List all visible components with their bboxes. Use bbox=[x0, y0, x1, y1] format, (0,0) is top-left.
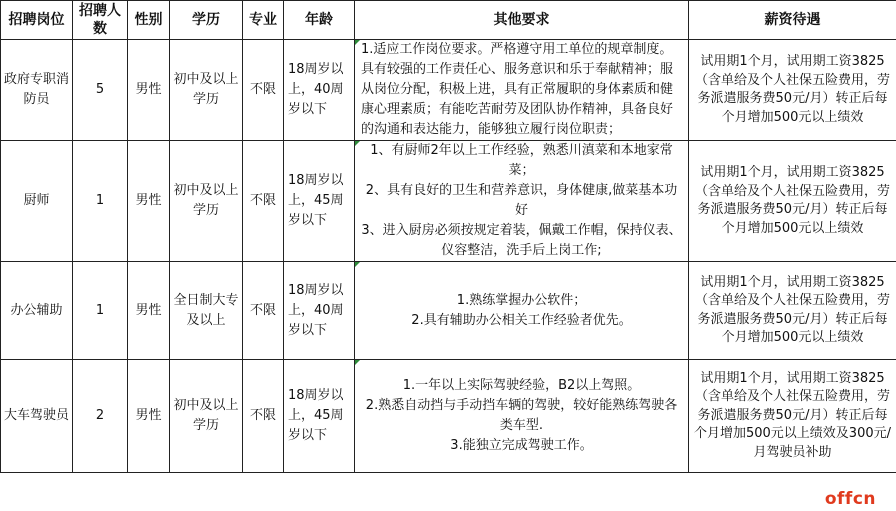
table-row bbox=[1, 262, 896, 360]
cell-salary: 试用期1个月，试用期工资3825（含单给及个人社保五险费用，劳务派遣服务费50元/月）转正后每个月增加500元以上绩效及300元/月驾驶员补助 bbox=[689, 360, 896, 473]
requirement-line: 1.一年以上实际驾驶经验，B2以上驾照。 bbox=[402, 378, 641, 393]
cell-education: 全日制大专及以上 bbox=[170, 262, 243, 360]
cell-age: 18周岁以上，40周岁以下 bbox=[284, 262, 355, 360]
cell-education: 初中及以上学历 bbox=[170, 141, 243, 262]
cell-marker-icon bbox=[355, 262, 360, 267]
header-position: 招聘岗位 bbox=[1, 1, 73, 40]
cell-gender: 男性 bbox=[128, 262, 170, 360]
cell-age: 18周岁以上，45周岁以下 bbox=[284, 360, 355, 473]
cell-salary: 试用期1个月，试用期工资3825（含单给及个人社保五险费用，劳务派遣服务费50元/月）转正后每个月增加500元以上绩效 bbox=[689, 40, 896, 141]
cell-age: 18周岁以上，45周岁以下 bbox=[284, 141, 355, 262]
cell-gender: 男性 bbox=[128, 40, 170, 141]
cell-requirements bbox=[355, 40, 689, 141]
cell-major: 不限 bbox=[243, 262, 284, 360]
cell-education: 初中及以上学历 bbox=[170, 360, 243, 473]
header-age: 年龄 bbox=[284, 1, 355, 40]
cell-gender: 男性 bbox=[128, 360, 170, 473]
header-count: 招聘人数 bbox=[73, 1, 128, 40]
header-row bbox=[1, 1, 896, 40]
requirement-line: 3、进入厨房必须按规定着装，佩戴工作帽，保持仪表、仪容整洁，洗手后上岗工作; bbox=[361, 223, 682, 258]
cell-education: 初中及以上学历 bbox=[170, 40, 243, 141]
table-row bbox=[1, 40, 896, 141]
requirement-line: 2.熟悉自动挡与手动挡车辆的驾驶，较好能熟练驾驶各类车型. bbox=[365, 398, 678, 433]
requirement-line: 2.具有辅助办公相关工作经验者优先。 bbox=[411, 312, 632, 328]
cell-age: 18周岁以上，40周岁以下 bbox=[284, 40, 355, 141]
header-major: 专业 bbox=[243, 1, 284, 40]
cell-major: 不限 bbox=[243, 141, 284, 262]
cell-major: 不限 bbox=[243, 360, 284, 473]
cell-count: 5 bbox=[73, 40, 128, 141]
header-salary: 薪资待遇 bbox=[689, 1, 896, 40]
cell-count: 1 bbox=[73, 262, 128, 360]
requirement-line: 3.能独立完成驾驶工作。 bbox=[450, 438, 593, 453]
cell-marker-icon bbox=[355, 360, 360, 365]
cell-requirements bbox=[355, 141, 689, 262]
requirement-line: 1.熟练掌握办公软件； bbox=[456, 292, 587, 308]
cell-position: 办公辅助 bbox=[1, 262, 73, 360]
requirement-line: 2、具有良好的卫生和营养意识，身体健康,做菜基本功好 bbox=[365, 183, 678, 218]
cell-count: 1 bbox=[73, 141, 128, 262]
cell-requirements bbox=[355, 262, 689, 360]
cell-marker-icon bbox=[355, 141, 360, 146]
cell-salary: 试用期1个月，试用期工资3825（含单给及个人社保五险费用，劳务派遣服务费50元/月）转正后每个月增加500元以上绩效 bbox=[689, 262, 896, 360]
cell-position: 政府专职消防员 bbox=[1, 40, 73, 141]
cell-marker-icon bbox=[355, 40, 360, 45]
cell-salary: 试用期1个月，试用期工资3825（含单给及个人社保五险费用，劳务派遣服务费50元/月）转正后每个月增加500元以上绩效 bbox=[689, 141, 896, 262]
cell-position: 大车驾驶员 bbox=[1, 360, 73, 473]
header-requirements: 其他要求 bbox=[355, 1, 689, 40]
cell-gender: 男性 bbox=[128, 141, 170, 262]
header-gender: 性别 bbox=[128, 1, 170, 40]
table-row bbox=[1, 141, 896, 262]
cell-major: 不限 bbox=[243, 40, 284, 141]
cell-position: 厨师 bbox=[1, 141, 73, 262]
offcn-watermark-logo: offcn bbox=[824, 489, 876, 509]
table-row bbox=[1, 360, 896, 473]
requirement-line: 1.适应工作岗位要求。严格遵守用工单位的规章制度。具有较强的工作责任心、服务意识和乐于奉献精神；服从岗位分配，积极上进，具有正常履职的身体素质和健康心理素质；有能吃苦耐劳及团队协作精神，具备良好的沟通和表达能力，能够独立履行岗位职责； bbox=[361, 42, 674, 137]
requirement-line: 1、有厨师2年以上工作经验，熟悉川滇菜和本地家常菜； bbox=[370, 143, 673, 178]
header-education: 学历 bbox=[170, 1, 243, 40]
cell-count: 2 bbox=[73, 360, 128, 473]
cell-requirements bbox=[355, 360, 689, 473]
